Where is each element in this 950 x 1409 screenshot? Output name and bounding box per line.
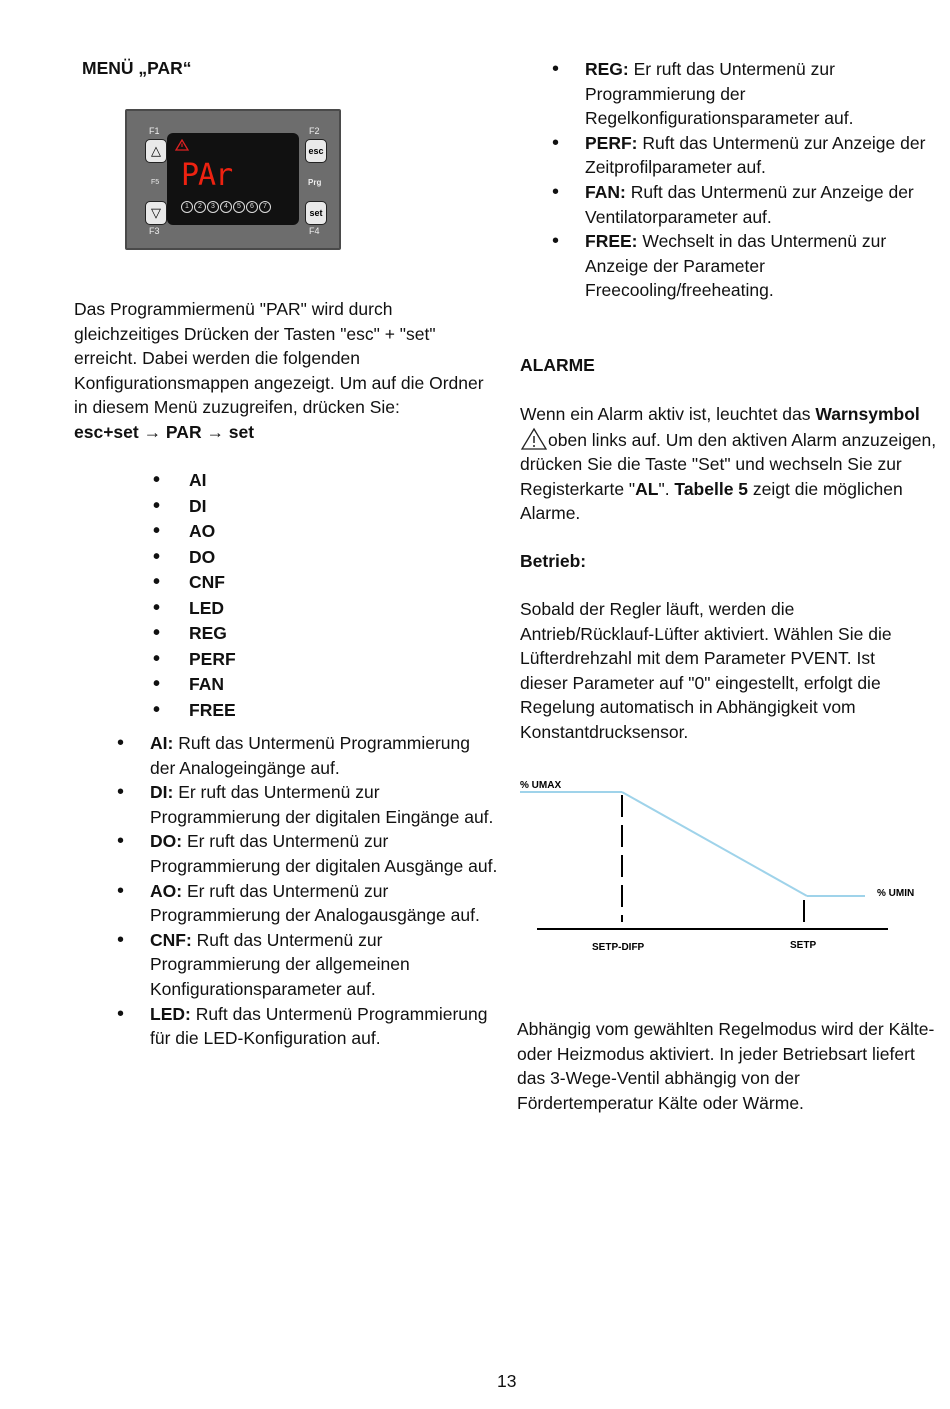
list-item: • PERF — [189, 647, 389, 673]
list-item — [585, 180, 940, 229]
right-description-list — [585, 57, 940, 303]
slope-line — [622, 792, 807, 896]
alarm-text-1: Wenn ein Alarm aktiv ist, leuchtet das — [520, 404, 811, 424]
list-item — [150, 928, 500, 1002]
list-item — [150, 829, 500, 878]
indicator: 5 — [233, 201, 245, 213]
table-ref: Tabelle 5 — [674, 478, 749, 499]
item-text: Ruft das Untermenü zur Anzeige der Zeitprofilparameter auf. — [585, 132, 926, 178]
alarm-text-4: zeigt die möglichen Alarme. — [520, 478, 903, 524]
closing-paragraph: Abhängig vom gewählten Regelmodus wird der Kälte- oder Heizmodus aktiviert. In jeder Betriebsart liefert das 3-Wege-Ventil abhängig von der Fördertemperatur Kälte oder Wärme. — [517, 1019, 935, 1113]
intro-text: Das Programmiermenü "PAR" wird durch gleichzeitiges Drücken der Tasten "esc" + "set" erreicht. Dabei werden die folgenden Konfigurationsmappen angezeigt. Um auf die Ordner in diesem Menü zuzugreifen, drücken Sie: — [74, 299, 484, 418]
list-item — [150, 879, 500, 928]
controller-device — [125, 109, 341, 250]
item-text: Wechselt in das Untermenü zur Anzeige der Parameter Freecooling/freeheating. — [585, 231, 887, 301]
list-item: • DO — [189, 545, 389, 571]
indicator-row — [181, 201, 271, 213]
item-key: AO: — [150, 880, 183, 901]
umin-label: % UMIN — [877, 888, 915, 899]
page-number: 13 — [497, 1371, 517, 1391]
umax-label: % UMAX — [520, 780, 562, 791]
item-key: DI: — [150, 782, 174, 803]
item-key: REG: — [585, 59, 629, 79]
indicator: 2 — [194, 201, 206, 213]
list-item — [585, 229, 940, 303]
warning-icon — [175, 139, 189, 151]
fan-speed-diagram — [515, 775, 925, 955]
alarm-heading: ALARME — [520, 355, 595, 375]
item-key: FREE: — [585, 231, 638, 252]
item-text: Er ruft das Untermenü zur Programmierung der digitalen Eingänge auf. — [150, 782, 494, 827]
f3-label: F3 — [149, 226, 160, 236]
set-button: set — [305, 201, 327, 225]
item-text: Er ruft das Untermenü zur Programmierung der Regelkonfigurationsparameter auf. — [585, 59, 854, 129]
betrieb-heading: Betrieb: — [520, 551, 587, 571]
setp-label: SETP — [790, 940, 817, 951]
list-item: • CNF — [189, 570, 389, 596]
indicator: 6 — [246, 201, 258, 213]
setp-difp-label: SETP-DIFP — [592, 942, 645, 953]
prg-label: Prg — [308, 178, 322, 187]
alarm-text-3: ". — [658, 478, 675, 499]
list-item — [150, 731, 500, 780]
indicator: 7 — [259, 201, 271, 213]
betrieb-paragraph: Sobald der Regler läuft, werden die Antrieb/Rücklauf-Lüfter aktiviert. Wählen Sie die Lüfterdrehzahl mit dem Parameter PVENT. Ist dieser Parameter auf "0" eingestellt, erfolgt die Regelung automatisch in Abhängigkeit vom Konstantdrucksensor. — [520, 599, 892, 742]
f4-label: F4 — [309, 226, 320, 236]
lcd-screen — [167, 133, 299, 225]
intro-paragraph — [74, 297, 492, 445]
list-item: • AI — [189, 468, 389, 494]
indicator: 4 — [220, 201, 232, 213]
up-button: △ — [145, 139, 167, 163]
warn-word: Warnsymbol — [815, 404, 920, 424]
item-key: PERF: — [585, 132, 638, 153]
list-item: • REG — [189, 621, 389, 647]
intro-path: esc+set → PAR → set — [74, 421, 255, 442]
item-text: Ruft das Untermenü zur Programmierung der allgemeinen Konfigurationsparameter auf. — [150, 929, 410, 999]
list-item: • AO — [189, 519, 389, 545]
list-item: • FREE — [189, 698, 389, 724]
item-text: Ruft das Untermenü zur Anzeige der Ventilatorparameter auf. — [585, 181, 914, 227]
f5-label: F5 — [151, 179, 160, 186]
folder-list — [189, 468, 389, 723]
list-item: • LED — [189, 596, 389, 622]
indicator: 1 — [181, 201, 193, 213]
item-key: FAN: — [585, 181, 626, 202]
list-item: • FAN — [189, 672, 389, 698]
alarm-paragraph — [520, 402, 940, 526]
left-description-list — [150, 731, 500, 1051]
item-text: Ruft das Untermenü Programmierung der Analogeingänge auf. — [150, 733, 470, 778]
esc-button: esc — [305, 139, 327, 163]
item-text: Er ruft das Untermenü zur Programmierung der Analogausgänge auf. — [150, 880, 480, 926]
list-item — [150, 1002, 500, 1051]
list-item — [585, 131, 940, 180]
alarm-text-2: oben links auf. Um den aktiven Alarm anzuzeigen, drücken Sie die Taste "Set" und wechseln Sie zur Registerkarte " — [520, 429, 937, 499]
indicator: 3 — [207, 201, 219, 213]
item-key: LED: — [150, 1003, 191, 1024]
warning-icon — [520, 427, 548, 451]
display-text: PAr — [181, 158, 233, 193]
down-button: ▽ — [145, 201, 167, 225]
item-key: CNF: — [150, 929, 192, 950]
list-item — [150, 780, 500, 829]
f2-label: F2 — [309, 126, 320, 136]
al-tab: AL — [635, 478, 659, 499]
item-text: Er ruft das Untermenü zur Programmierung der digitalen Ausgänge auf. — [150, 831, 498, 876]
list-item: • DI — [189, 494, 389, 520]
item-key: AI: — [150, 733, 174, 753]
list-item — [585, 57, 940, 131]
item-key: DO: — [150, 831, 183, 852]
item-text: Ruft das Untermenü Programmierung für die LED-Konfiguration auf. — [150, 1003, 488, 1049]
menu-heading: MENÜ „PAR“ — [82, 58, 192, 78]
f1-label: F1 — [149, 126, 160, 136]
